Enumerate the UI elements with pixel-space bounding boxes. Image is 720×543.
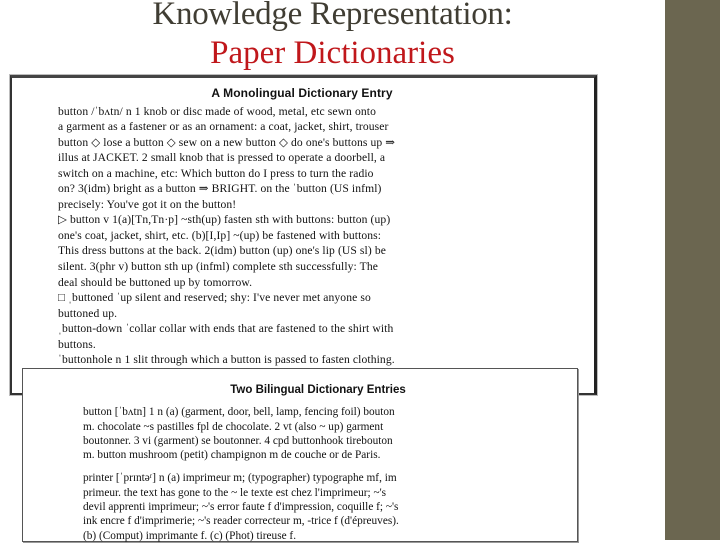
bilingual-dictionary-scan	[22, 368, 578, 542]
slide-title-line1: Knowledge Representation:	[152, 0, 513, 32]
slide-sidebar-bar	[665, 0, 720, 540]
entry-line: □ ˌbuttoned ˈup silent and reserved; shy: I've never met anyone so	[58, 291, 371, 305]
entry-line: button [ˈbʌtn] 1 n (a) (garment, door, bell, lamp, fencing foil) bouton	[83, 406, 395, 419]
entry-line: precisely: You've got it on the button!	[58, 197, 237, 211]
entry-line: devil apprenti imprimeur; ~'s error faute f d'impression, coquille f; ~'s	[83, 501, 399, 514]
entry-line: button ◇ lose a button ◇ sew on a new button ◇ do one's buttons up ⇒	[58, 135, 396, 149]
entry-line: printer [ˈprɪntəʳ] n (a) imprimeur m; (typographer) typographe mf, im	[83, 472, 397, 485]
entry-line: silent. 3(phr v) button sth up (infml) complete sth successfully: The	[58, 260, 378, 274]
entry-line: a garment as a fastener or as an ornament: a coat, jacket, shirt, trouser	[58, 120, 389, 134]
entry-line: m. chocolate ~s pastilles fpl de chocolate. 2 vt (also ~ up) garment	[83, 420, 384, 433]
monolingual-dictionary-scan	[10, 75, 597, 395]
monolingual-heading: A Monolingual Dictionary Entry	[211, 86, 393, 100]
entry-line: deal should be buttoned up by tomorrow.	[58, 275, 253, 289]
slide-title-line2: Paper Dictionaries	[210, 35, 455, 71]
entry-line: buttons.	[58, 337, 96, 351]
entry-line: boutonner. 3 vi (garment) se boutonner. 4 cpd buttonhook tirebouton	[83, 434, 393, 447]
entry-line: button /ˈbʌtn/ n 1 knob or disc made of wood, metal, etc sewn onto	[58, 104, 376, 118]
entry-line: ▷ button v 1(a)[Tn,Tn·p] ~sth(up) fasten sth with buttons: button (up)	[58, 213, 391, 227]
entry-line: (b) (Comput) imprimante f. (c) (Phot) tireuse f.	[83, 529, 297, 542]
entry-line: m. button mushroom (petit) champignon m de couche or de Paris.	[83, 449, 381, 462]
entry-line: one's coat, jacket, shirt, etc. (b)[I,Ip] ~(up) be fastened with buttons:	[58, 228, 382, 242]
entry-line: buttoned up.	[58, 306, 118, 320]
entry-line: switch on a machine, etc: Which button do I press to turn the radio	[58, 166, 374, 180]
bilingual-heading: Two Bilingual Dictionary Entries	[230, 384, 406, 396]
entry-line: primeur. the text has gone to the ~ le texte est chez l'imprimeur; ~'s	[83, 486, 387, 499]
entry-line: on? 3(idm) bright as a button ⇒ BRIGHT. on the ˈbutton (US infml)	[58, 182, 382, 196]
entry-line: ˈbuttonhole n 1 slit through which a button is passed to fasten clothing.	[58, 353, 395, 367]
entry-line: This dress buttons at the back. 2(idm) button (up) one's lip (US sl) be	[58, 244, 386, 258]
entry-line: ˌbutton-down ˈcollar collar with ends that are fastened to the shirt with	[58, 322, 394, 336]
entry-line: ink encre f d'imprimerie; ~'s reader correcteur m, -trice f (d'épreuves).	[83, 515, 399, 528]
slide-title	[0, 0, 665, 71]
entry-line: illus at JACKET. 2 small knob that is pressed to operate a doorbell, a	[58, 151, 386, 165]
